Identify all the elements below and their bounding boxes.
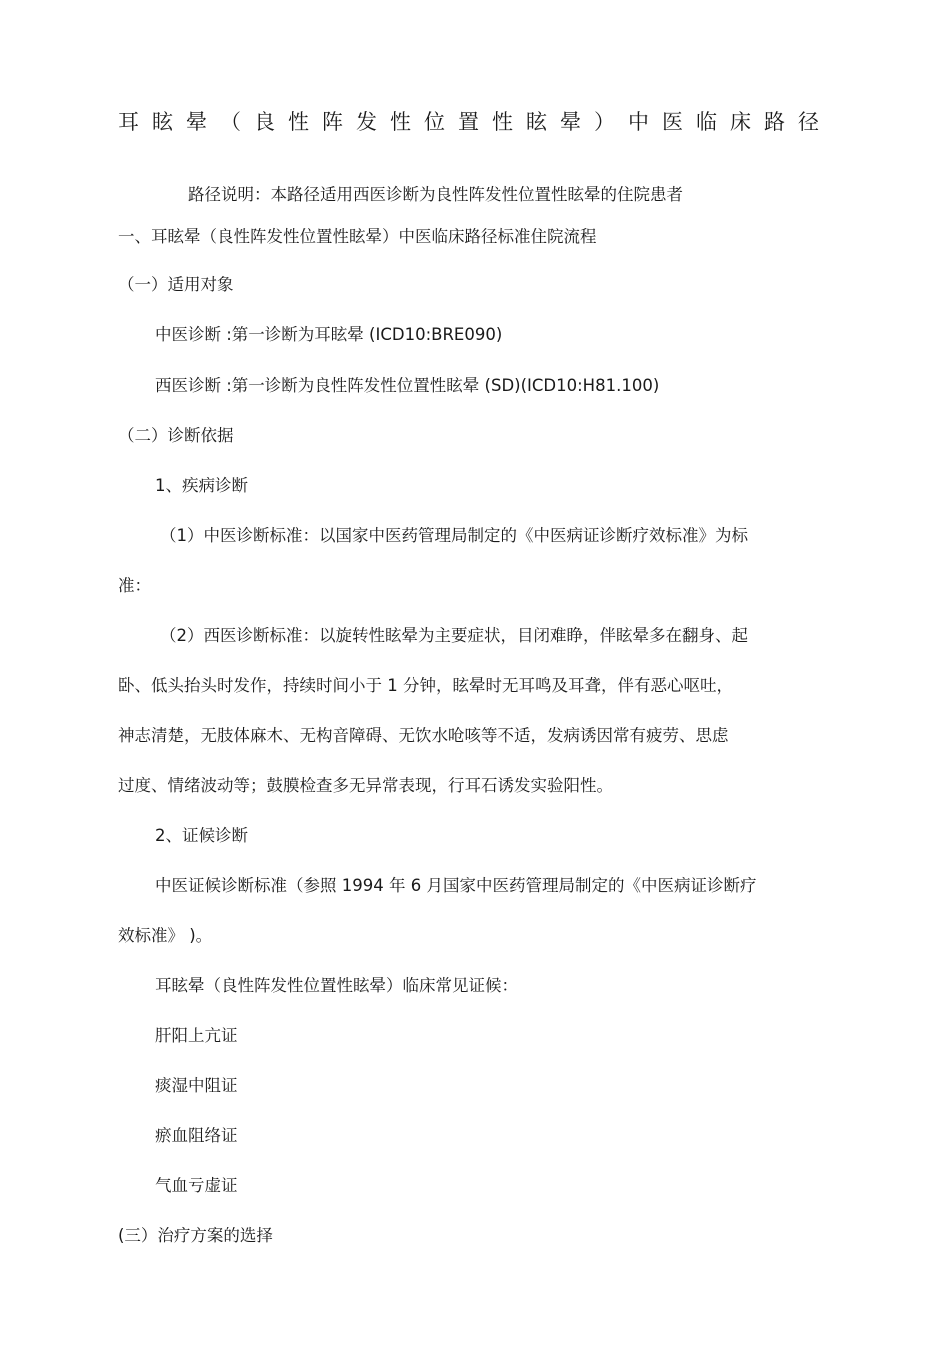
tcm-diagnosis-line: 中医诊断 :第一诊断为耳眩晕 (ICD10:BRE090) [155, 325, 503, 344]
section-1-heading: 一、耳眩晕（良性阵发性位置性眩晕）中医临床路径标准住院流程 [118, 227, 597, 246]
syndrome-item: 瘀血阻络证 [155, 1126, 238, 1145]
wm-standard-line-2: 卧、低头抬头时发作，持续时间小于 1 分钟，眩晕时无耳鸣及耳聋，伴有恶心呕吐， [118, 676, 733, 695]
disease-diagnosis-heading: 1、疾病诊断 [155, 476, 248, 495]
wm-standard-line-4: 过度、情绪波动等；鼓膜检查多无异常表现，行耳石诱发实验阳性。 [118, 776, 613, 795]
subsection-2-heading: （二）诊断依据 [118, 426, 234, 445]
path-note: 路径说明：本路径适用西医诊断为良性阵发性位置性眩晕的住院患者 [188, 185, 683, 204]
document-title: 耳眩晕（良性阵发性位置性眩晕）中医临床路径 [118, 110, 832, 134]
subsection-3-heading: (三）治疗方案的选择 [118, 1226, 273, 1245]
wm-diagnosis-line: 西医诊断 :第一诊断为良性阵发性位置性眩晕 (SD)(ICD10:H81.100) [155, 376, 660, 395]
common-syndromes-intro: 耳眩晕（良性阵发性位置性眩晕）临床常见证候： [155, 976, 518, 995]
subsection-1-heading: （一）适用对象 [118, 275, 234, 294]
syndrome-item: 肝阳上亢证 [155, 1026, 238, 1045]
syndrome-standard-line-2: 效标准》 )。 [118, 926, 213, 945]
syndrome-item: 气血亏虚证 [155, 1176, 238, 1195]
tcm-standard-line-2: 准： [118, 576, 151, 595]
wm-standard-line-3: 神志清楚，无肢体麻木、无构音障碍、无饮水呛咳等不适，发病诱因常有疲劳、思虑 [118, 726, 729, 745]
syndrome-item: 痰湿中阻证 [155, 1076, 238, 1095]
syndrome-standard-line-1: 中医证候诊断标准（参照 1994 年 6 月国家中医药管理局制定的《中医病证诊断疗 [155, 876, 757, 895]
syndrome-diagnosis-heading: 2、证候诊断 [155, 826, 248, 845]
wm-standard-line-1: （2）西医诊断标准：以旋转性眩晕为主要症状，目闭难睁，伴眩晕多在翻身、起 [160, 626, 748, 645]
tcm-standard-line-1: （1）中医诊断标准：以国家中医药管理局制定的《中医病证诊断疗效标准》为标 [160, 526, 748, 545]
